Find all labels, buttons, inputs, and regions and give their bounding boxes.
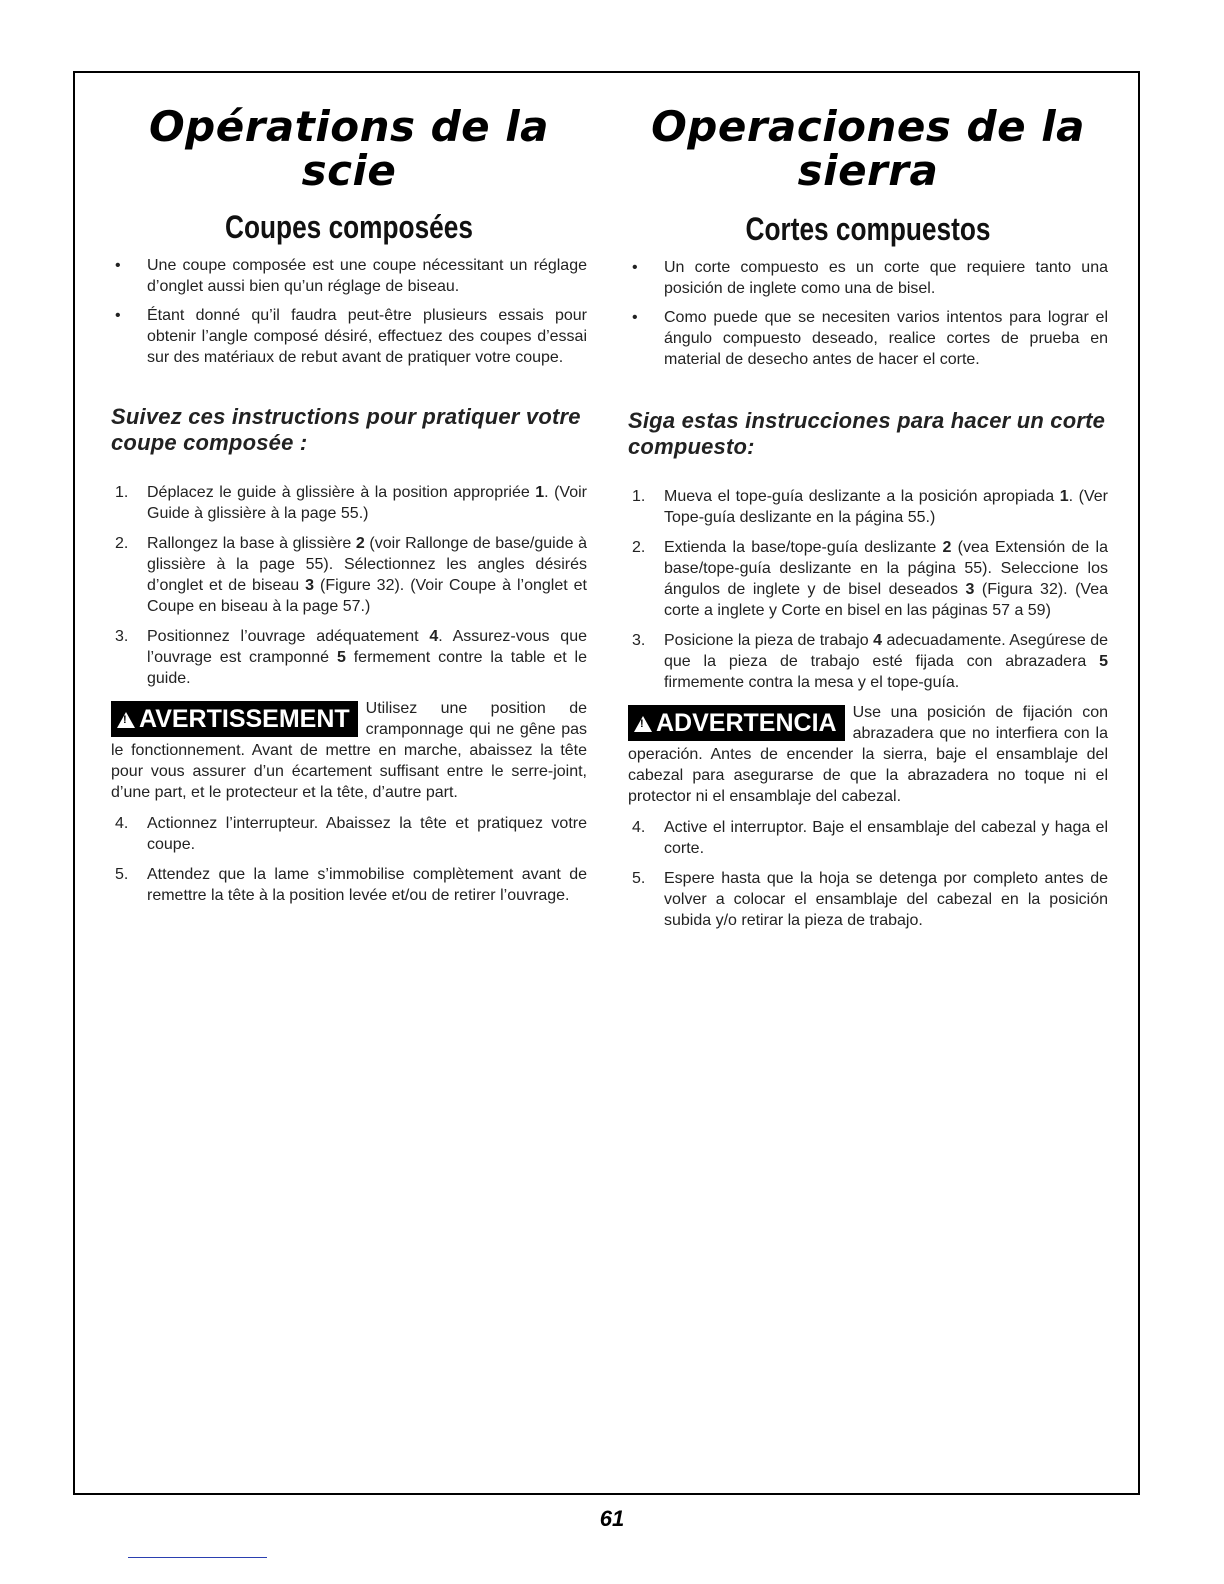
list-item: 1. Mueva el tope-guía deslizante a la posición apropiada 1. (Ver Tope-guía deslizante en la página 55.) <box>632 488 1109 526</box>
bullet-icon: • <box>115 307 121 324</box>
french-steps-list-continued <box>111 813 587 906</box>
french-column <box>111 73 587 915</box>
list-item: • Une coupe composée est une coupe nécessitant un réglage d’onglet aussi bien qu’un réglage de biseau. <box>115 257 587 295</box>
warning-triangle-icon <box>117 712 135 728</box>
bullet-icon: • <box>115 257 121 274</box>
list-item: 5. Espere hasta que la hoja se detenga por completo antes de volver a colocar el ensamblaje del cabezal en la posición subida y/o retirar la pieza de trabajo. <box>632 870 1108 929</box>
spanish-column <box>628 73 1108 940</box>
page-frame <box>73 71 1140 1495</box>
french-instructions-heading: Suivez ces instructions pour pratiquer votre coupe composée : <box>111 404 581 455</box>
spanish-steps-list <box>628 486 1108 693</box>
list-item: 1. Déplacez le guide à glissière à la position appropriée 1. (Voir Guide à glissière à la page 55.) <box>115 484 587 522</box>
french-warning <box>111 698 587 803</box>
bullet-icon: • <box>632 309 638 326</box>
list-item: 3. Positionnez l’ouvrage adéquatement 4. Assurez-vous que l’ouvrage est cramponné 5 fermement contre la table et le guide. <box>115 628 587 687</box>
warning-badge: !AVERTISSEMENT <box>111 701 358 737</box>
french-page-title: Opérations de la scie <box>148 102 550 195</box>
list-item: 4. Actionnez l’interrupteur. Abaissez la tête et pratiquez votre coupe. <box>115 815 587 853</box>
spanish-warning <box>628 702 1108 807</box>
warning-text: Use una posición de fijación con abrazadera que no interfiera con la operación. Antes de encender la sierra, baje el ensamblaje del cabezal para asegurarse de que la abrazadera no toque ni el protector ni el ensamblaje del cabezal. <box>628 704 1108 805</box>
list-item: • Un corte compuesto es un corte que requiere tanto una posición de inglete como una de bisel. <box>632 259 1108 297</box>
list-item: 2. Extienda la base/tope-guía deslizante 2 (vea Extensión de la base/tope-guía deslizante en la página 55). Seleccione los ángulos de inglete y de bisel deseados 3 (Figura 32). (Vea corte a inglete y Corte en bisel en las páginas 57 a 59) <box>632 539 1109 619</box>
warning-badge: !ADVERTENCIA <box>628 705 845 741</box>
spanish-steps-list-continued <box>628 817 1108 931</box>
french-bullet-list <box>111 255 587 368</box>
spanish-bullet-list <box>628 257 1108 370</box>
french-steps-list <box>111 482 587 689</box>
bullet-icon: • <box>632 259 638 276</box>
page-number: 61 <box>599 1506 625 1531</box>
list-item: • Étant donné qu’il faudra peut-être plusieurs essais pour obtenir l’angle composé désiré, effectuez des coupes d’essai sur des matériaux de rebut avant de pratiquer votre coupe. <box>115 307 587 366</box>
warning-text: Utilisez une position de cramponnage qui ne gêne pas le fonctionnement. Avant de mettre en marche, abaissez la tête pour vous assurer d’un écartement suffisant entre le serre-joint, d’une part, et le protecteur et la tête, d’autre part. <box>111 700 587 801</box>
list-item: 4. Active el interruptor. Baje el ensamblaje del cabezal y haga el corte. <box>632 819 1108 857</box>
spanish-section-title: Cortes compuestos <box>745 211 991 247</box>
footer-rule <box>128 1557 267 1558</box>
warning-triangle-icon <box>634 716 652 732</box>
list-item: • Como puede que se necesiten varios intentos para lograr el ángulo compuesto deseado, realice cortes de prueba en material de desecho antes de hacer el corte. <box>632 309 1108 368</box>
list-item: 5. Attendez que la lame s’immobilise complètement avant de remettre la tête à la position levée et/ou de retirer l’ouvrage. <box>115 866 587 904</box>
list-item: 2. Rallongez la base à glissière 2 (voir Rallonge de base/guide à glissière à la page 55). Sélectionnez les angles désirés d’onglet et de biseau 3 (Figure 32). (Voir Coupe à l’onglet et Coupe en biseau à la page 57.) <box>115 535 588 615</box>
french-section-title: Coupes composées <box>225 209 473 245</box>
list-item: 3. Posicione la pieza de trabajo 4 adecuadamente. Asegúrese de que la pieza de trabajo esté fijada con abrazadera 5 firmemente contra la mesa y el tope-guía. <box>632 632 1108 691</box>
spanish-page-title: Operaciones de la sierra <box>651 102 1085 195</box>
spanish-instructions-heading: Siga estas instrucciones para hacer un corte compuesto: <box>628 408 1106 459</box>
